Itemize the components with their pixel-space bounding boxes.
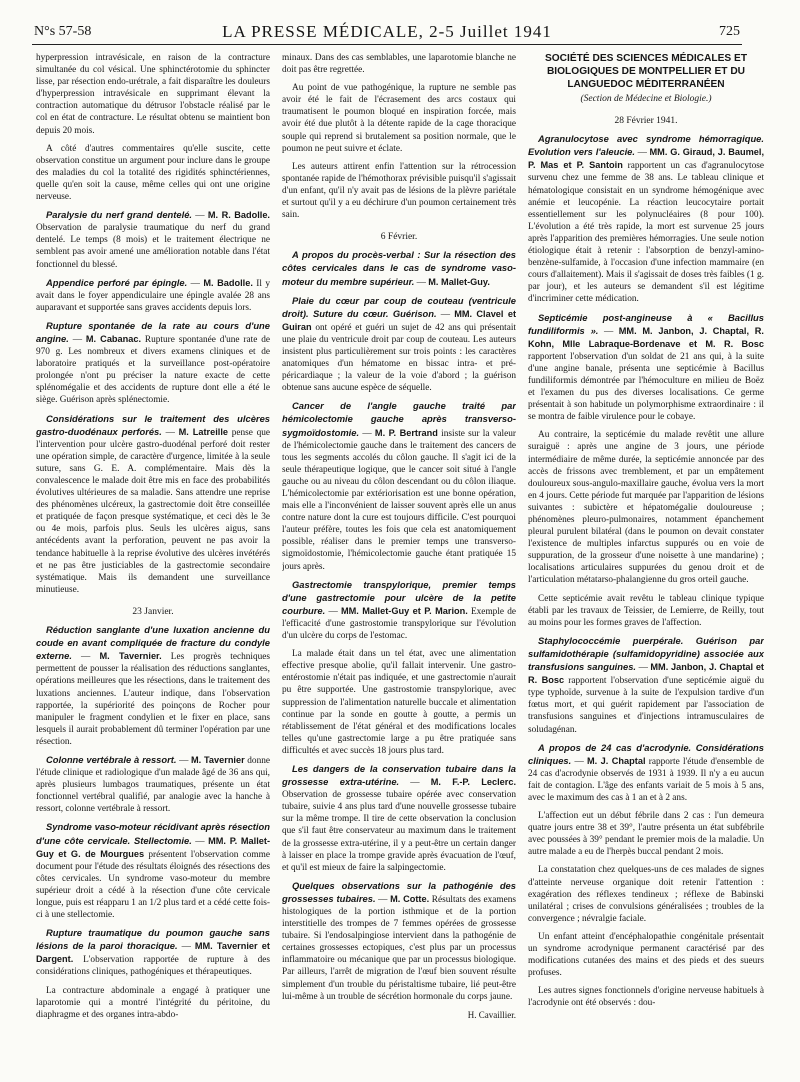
article: Appendice perforé par épingle. — M. Badolle. Il y avait dans le foyer appendiculaire une épingle avalée 28 ans auparavant et supportée sans graves accidents depuis lors. bbox=[36, 276, 270, 313]
article-author: M. Mallet-Guy. bbox=[428, 276, 490, 287]
article-author: MM. Tavernier et Dargent. bbox=[36, 941, 270, 965]
paragraph: A côté d'autres commentaires qu'elle suscite, cette observation constitue un argument pour inclure dans le groupe des maladies du col la totalité des rigidités sphinctériennes, quelle qu'en soit la cause, même celles qui ont une origine nerveuse. bbox=[36, 143, 270, 203]
article-text: Exemple de l'efficacité d'une gastrostomie transpylorique sur l'évolution d'un ulcère du corps de l'estomac. bbox=[282, 606, 516, 642]
article-author: MM. P. Mallet-Guy et G. de Mourgues bbox=[36, 835, 270, 859]
article-title: Plaie du cœur par coup de couteau (ventricule droit). Suture du cœur. Guérison. bbox=[282, 294, 516, 319]
article-author: MM. Janbon, J. Chaptal et R. Bosc bbox=[528, 662, 764, 686]
paragraph: Un enfant atteint d'encéphalopathie congénitale présentait un syndrome acrodynique permanent caractérisé par des modifications cutanées des mains et des pieds et des sueurs profuses. bbox=[528, 931, 764, 979]
article-author: MM. M. Janbon, J. Chaptal, R. Kohn, Mlle Labraque-Bordenave et M. R. Bosc bbox=[528, 325, 764, 349]
article: Plaie du cœur par coup de couteau (ventricule droit). Suture du cœur. Guérison. — MM. Clavel et Guiran ont opéré et guéri un sujet de 42 ans qui présentait une plaie du ventricule droit par coup de couteau. Les auteurs insistent plus particulièrement sur trois points : les caractères anatomiques d'un hématome en bissac intra- et pré-péricardiaque ; la valeur de la voie d'abord ; la guérison obtenue sans aucune espèce de séquelle. bbox=[282, 294, 516, 394]
article-text: Les progrès techniques permettent de pousser la réalisation des réductions sanglantes, opérations meilleures que les résections, dans le traitement des luxations anciennes. L'auteur indique, dans l'observation rapportée, la supériorité des poinçons de Rocher pour manipuler le fragment condylien et le fixer en place, sans lesquels il aurait probablement dû terminer l'opération par une résection. bbox=[36, 652, 270, 747]
paragraph: Les autres signes fonctionnels d'origine nerveuse habituels à l'acrodynie ont été observés : dou- bbox=[528, 986, 764, 1009]
article-title: Les dangers de la conservation tubaire dans la grossesse extra-utérine. bbox=[282, 762, 516, 788]
article-author: M. Tavernier. bbox=[99, 651, 162, 662]
article: Considérations sur le traitement des ulcères gastro-duodénaux perforés. — M. Latreille pense que l'intervention pour ulcère gastro-duodénal perforé doit rester une opération simple, de caractère d'urgence, limitée à la seule suture, sans G. E. A. complémentaire. Mais dès la convalescence le malade doit être mis en face des probabilités évolutives ultérieures de sa maladie. Sans attendre une reprise des phénomènes ulcéreux, la gastrectomie doit être conseillée et pratiquée de façon presque systématique, et ceci dès le 3e ou 4e mois, parfois plus. Seuls les ulcères aigus, sans antécédents avant la perforation, peuvent ne pas avoir la tendance habituelle à la reprise évolutive des ulcères invétérés et ne pas être justiciables de la gastrectomie secondaire systématique. Mais ils demandent une surveillance minutieuse. bbox=[36, 412, 270, 595]
article-title: Agranulocytose avec syndrome hémorragique. Evolution vers l'aleucie. bbox=[528, 133, 764, 158]
paragraph: hyperpression intravésicale, en raison de la contracture simultanée du col vésical. Une sphinctérotomie du sphincter lisse, par résection endo-urétrale, a fait disparaître les douleurs d'hyperpression intravésicale en supprimant élevant la contraction automatique du détrusor l'obstacle réalisé par le col en état de contracture. Le résultat obtenu se maintient bon depuis 20 mois. bbox=[36, 53, 270, 136]
article: Réduction sanglante d'une luxation ancienne du coude en avant compliquée de fracture du condyle externe. — M. Tavernier. Les progrès techniques permettent de pousser la réalisation des réductions sanglantes, opérations meilleures que les résections, dans le traitement des luxations anciennes. L'auteur indique, dans l'observation rapportée, la supériorité des poinçons de Rocher pour manipuler le fragment condylien et le fixer en place, sans lesquels il aurait probablement dû terminer l'opération par une résection. bbox=[36, 624, 270, 747]
article-author: M. P. Bertrand bbox=[374, 427, 438, 438]
article-author: M. Cotte. bbox=[390, 893, 430, 904]
article-text: Observation de paralysie traumatique du nerf du grand dentelé. Le temps (8 mois) et le traitement électrique ne semblent pas avoir amené une amélioration notable dans l'état fonctionnel du blessé. bbox=[36, 223, 270, 270]
paragraph: L'affection eut un début fébrile dans 2 cas : l'un demeura quatre jours entre 38 et 39°, l'autre présenta un état subfébrile avec poussées à 39° pendant le premier mois de la maladie. Un autre malade a eu de l'herpès buccal pendant 2 mois. bbox=[528, 811, 764, 858]
article-text: Rupture spontanée d'une rate de 970 g. Les nombreux et divers examens cliniques et de laboratoire pratiqués et la surveillance post-opératoire prolongée n'ont pu préciser la nature exacte de cette splénomégalie et des accidents de rupture dont elle a été le siège. Guérison après splénectomie. bbox=[36, 334, 270, 406]
article-author: M. Tavernier bbox=[190, 754, 245, 765]
article-text: rapporte l'étude d'ensemble de 24 cas d'acrodynie observés de 1931 à 1939. Il n'y a eu aucun fait de contagion. L'âge des enfants variait de 5 mois à 5 ans, avec le maximum des cas à 1 an et à 2 ans. bbox=[528, 756, 764, 803]
article-title: Colonne vertébrale à ressort. bbox=[46, 753, 177, 765]
article-title: Considérations sur le traitement des ulcères gastro-duodénaux perforés. bbox=[36, 412, 270, 437]
session-date: 6 Février. bbox=[380, 232, 418, 243]
article: Cancer de l'angle gauche traité par hémicolectomie gauche après transverso-sygmoïdostomie. — M. P. Bertrand insiste sur la valeur de l'hémicolectomie gauche dans le traitement des cancers de tous les segments accolés du côlon gauche. Il s'agit ici de la seule thérapeutique logique, que le cancer soit situé à l'angle gauche ou au niveau du côlon descendant ou du côlon iliaque. L'hémicolectomie par extériorisation est une bonne opération, mais elle a l'inconvénient de laisser souvent après elle un anus contre nature dont la cure est toujours difficile. C'est pourquoi l'auteur préfère, toutes les fois que cela est anatomiquement possible, réaliser dans le premier temps une transverso-sigmoïdostomie, l'hémicolectomie gauche étant pratiquée 15 jours après. bbox=[282, 400, 516, 572]
article-text: L'observation rapportée de rupture à des considérations cliniques, pathogéniques et thérapeutiques. bbox=[36, 955, 270, 978]
article: Septicémie post-angineuse à « Bacillus fundiliformis ». — MM. M. Janbon, J. Chaptal, R. Kohn, Mlle Labraque-Bordenave et M. R. Bosc rapportent l'observation d'un soldat de 21 ans qui, à la suite d'une angine banale, présenta une septicémie à Bacillus fundiliformis démontrée par l'hémoculture en milieu de Boëz et l'examen du pus des diverses localisations. Ce germe présentait à son habitude un polymorphisme extraordinaire : il se montra de faible virulence pour le cobaye. bbox=[528, 311, 764, 423]
article-text: insiste sur la valeur de l'hémicolectomie gauche dans le traitement des cancers de tous les segments accolés du côlon gauche. Il s'agit ici de la seule thérapeutique logique, que le cancer soit situé à l'angle gauche ou au niveau du côlon descendant ou du côlon iliaque. L'hémicolectomie par extériorisation est une bonne opération, mais elle a l'inconvénient de laisser souvent après elle un anus contre nature dont la cure est toujours difficile. C'est pourquoi l'auteur préfère, toutes les fois que cela est anatomiquement possible, réaliser dans le premier temps une transverso-sigmoïdostomie, l'hémicolectomie gauche étant pratiquée 15 jours après. bbox=[282, 428, 516, 572]
article-author: M. F.-P. Leclerc. bbox=[430, 777, 516, 788]
article-title: Syndrome vaso-moteur récidivant après résection d'une côte cervicale. Stellectomie. bbox=[36, 821, 270, 846]
article-title: Rupture spontanée de la rate au cours d'une angine. bbox=[36, 319, 270, 344]
article: Colonne vertébrale à ressort. — M. Tavernier donne l'étude clinique et radiologique d'un malade âgé de 36 ans qui, après plusieurs lumbagos traumatiques, présente un état fonctionnel vertébral qualifié, par analogie avec la hanche à ressort, colonne vertébrale à ressort. bbox=[36, 753, 270, 815]
page-number: 725 bbox=[719, 24, 740, 39]
column-3 bbox=[528, 52, 764, 1072]
paragraph: La constatation chez quelques-uns de ces malades de signes d'atteinte nerveuse organique doit retenir l'attention : exagération des réflexes tendineux ; réflexe de Babinski unilatéral ; crises de convulsions généralisées ; troubles de la convergence ; névralgie faciale. bbox=[528, 865, 764, 924]
running-header bbox=[34, 22, 740, 42]
article-author: MM. G. Giraud, J. Baumel, P. Mas et P. Santoin bbox=[528, 147, 764, 171]
article-title: Rupture traumatique du poumon gauche sans lésions de la paroi thoracique. bbox=[36, 927, 270, 952]
article-text: pense que l'intervention pour ulcère gastro-duodénal perforé doit rester une opération simple, de caractère d'urgence, limitée à la seule suture, sans G. E. A. complémentaire. Mais dès la convalescence le malade doit être mis en face des probabilités évolutives ultérieures de sa maladie. Sans attendre une reprise des phénomènes ulcéreux, la gastrectomie doit être conseillée et pratiquée de façon presque systématique, et ceci dès le 3e ou 4e mois, parfois plus. Seuls les ulcères aigus, sans antécédents avant la perforation, peuvent ne pas avoir la tendance habituelle à la reprise évolutive des ulcères invétérés et ne pas être justiciables de la gastrectomie secondaire systématique. Mais ils demandent une surveillance minutieuse. bbox=[36, 427, 270, 595]
column-2 bbox=[282, 52, 516, 1072]
column-1 bbox=[36, 52, 270, 1072]
article: Staphylococcémie puerpérale. Guérison par sulfamidothérapie (sulfamidopyridine) associée aux transfusions sanguines. — MM. Janbon, J. Chaptal et R. Bosc rapportent l'observation d'une septicémie aiguë du type typhoïde, survenue à la suite de l'expulsion tardive d'un fœtus mort, et qui guérit rapidement par l'association de transfusions sanguines et d'injections intramusculaires de soludagénan. bbox=[528, 634, 764, 735]
paragraph: minaux. Dans des cas semblables, une laparotomie blanche ne doit pas être regrettée. bbox=[282, 53, 516, 76]
article: Rupture spontanée de la rate au cours d'une angine. — M. Cabanac. Rupture spontanée d'une rate de 970 g. Les nombreux et divers examens cliniques et de laboratoire pratiqués et la surveillance post-opératoire prolongée n'ont pu préciser la nature exacte de cette splénomégalie et des accidents de rupture dont elle a été le siège. Guérison après splénectomie. bbox=[36, 319, 270, 406]
article-author: M. J. Chaptal bbox=[587, 755, 646, 766]
session-date: 28 Février 1941. bbox=[614, 116, 678, 127]
society-heading: SOCIÉTÉ DES SCIENCES MÉDICALES ET BIOLOGIQUES DE MONTPELLIER ET DU LANGUEDOC MÉDITERRANÉEN bbox=[544, 53, 748, 90]
article-text: rapportent l'observation d'un soldat de 21 ans qui, à la suite d'une angine banale, présenta une septicémie à Bacillus fundiliformis démontrée par l'hémoculture en milieu de Boëz et l'examen du pus des diverses localisations. Ce germe présentait à son habitude un polymorphisme extraordinaire : il se montra de faible virulence pour le cobaye. bbox=[528, 351, 764, 423]
article-text: Observation de grossesse tubaire opérée avec conservation tubaire, suivie 4 ans plus tard d'une nouvelle grossesse tubaire sur la même trompe. Il tire de cette observation la conclusion que s'il faut être conservateur au maximum dans le traitement de la grossesse extra-utérine, il y a peut-être un certain danger à laisser en place la trompe gravide après évacuation de l'œuf, et qu'il est mieux de faire la salpingectomie. bbox=[282, 790, 516, 873]
paragraph: Cette septicémie avait revêtu le tableau clinique typique établi par les travaux de Teissier, de Lemierre, de Reilly, tout au moins pour les formes graves de l'affection. bbox=[528, 593, 764, 628]
article: Quelques observations sur la pathogénie des grossesses tubaires. — M. Cotte. Résultats des examens histologiques de la portion isthmique et de la portion interstitielle des trompes de 7 femmes opérées de grossesse tubaire. Si l'endosalpingiose intervient dans la pathogénie de certaines grossesses ectopiques, c'est plus par un processus inflammatoire ou mécanique que par un processus biologique. Par ailleurs, l'arrêt de migration de l'œuf bien souvent résulte simplement d'un trouble du péristaltisme tubaire, lié peut-être lui-même à un trouble de sécrétion hormonale du corps jaune. bbox=[282, 879, 516, 1002]
article-text: donne l'étude clinique et radiologique d'un malade âgé de 36 ans qui, après plusieurs lumbagos traumatiques, présente un état fonctionnel vertébral qualifié, par analogie avec la hanche à ressort, colonne vertébrale à ressort. bbox=[36, 755, 270, 815]
article-author: MM. Mallet-Guy et P. Marion. bbox=[340, 605, 468, 616]
session-date: 23 Janvier. bbox=[132, 606, 174, 617]
article-title: Appendice perforé par épingle. bbox=[46, 276, 188, 288]
society-subheading: (Section de Médecine et Biologie.) bbox=[580, 94, 712, 104]
article-text: rapportent l'observation d'une septicémie aiguë du type typhoïde, survenue à la suite de l'expulsion tardive d'un fœtus mort, et qui guérit rapidement par l'association de transfusions sanguines et d'injections intramusculaires de soludagénan. bbox=[528, 676, 764, 735]
journal-title: LA PRESSE MÉDICALE, 2-5 Juillet 1941 bbox=[222, 22, 552, 41]
article: A propos du procès-verbal : Sur la résection des côtes cervicales dans le cas de syndrome vaso-moteur du membre supérieur. — M. Mallet-Guy. bbox=[282, 249, 516, 288]
article-text: ont opéré et guéri un sujet de 42 ans qui présentait une plaie du ventricule droit par coup de couteau. Les auteurs insistent plus particulièrement sur trois points : les caractères anatomiques d'un hématome en bissac intra- et pré-péricardiaque ; la valeur de la voie d'abord ; la guérison obtenue sans aucune espèce de séquelle. bbox=[282, 322, 516, 394]
article-text: Il y avait dans le foyer appendiculaire une épingle avalée 28 ans auparavant et supportée sans graves accidents depuis lors. bbox=[36, 278, 270, 313]
article: Rupture traumatique du poumon gauche sans lésions de la paroi thoracique. — MM. Tavernier et Dargent. L'observation rapportée de rupture à des considérations cliniques, pathogéniques et thérapeutiques. bbox=[36, 927, 270, 978]
paragraph: La malade était dans un tel état, avec une alimentation effective presque abolie, qu'il fallait intervenir. Une gastro-entérostomie n'était pas indiquée, et une gastrectomie n'aurait pu être supportée. Une gastrostomie transpylorique, avec suppression de l'alimentation naturelle buccale et alimentation continue par la sonde en goutte à goutte, a permis un rétablissement de l'état général et des modifications locales telles qu'une gastrectomie large a pu être pratiquée sans difficultés et avec succès 18 jours plus tard. bbox=[282, 649, 516, 756]
article: Agranulocytose avec syndrome hémorragique. Evolution vers l'aleucie. — MM. G. Giraud, J. Baumel, P. Mas et P. Santoin rapportent un cas d'agranulocytose survenu chez une femme de 38 ans. Le tableau clinique et hématologique consistait en un syndrome hémogénique avec anémie et leucopénie. La réaction leucocytaire portait essentiellement sur les polynucléaires (8 pour 100). L'évolution a été très rapide, la mort est survenue 25 jours après l'apparition des premières hémorragies. Une seule notion étiologique était à retenir : l'absorption de benzyl-amino-benzène-sulfamide, à l'occasion d'une infection mammaire (en cours d'allaitement). Mais il s'agissait de doses très faibles (1 g. par jour), et les auteurs se demandent s'il est légitime d'incriminer cette médication. bbox=[528, 133, 764, 305]
paragraph: La contracture abdominale a engagé à pratiquer une laparotomie qui a montré l'intégrité du péritoine, du diaphragme et des organes intra-abdo- bbox=[36, 985, 270, 1020]
article-author: M. R. Badolle. bbox=[207, 210, 270, 221]
article-title: A propos de 24 cas d'acrodynie. Considérations cliniques. bbox=[528, 741, 764, 766]
article: Syndrome vaso-moteur récidivant après résection d'une côte cervicale. Stellectomie. — MM. P. Mallet-Guy et G. de Mourgues présentent l'observation comme document pour l'étude des résultats éloignés des résections des côtes cervicales. Un syndrome vaso-moteur du membre supérieur droit a cédé à la résection d'une côte cervicale longue, puis est réapparu 1 an 1/2 plus tard et a cédé cette fois-ci à une stellectomie. bbox=[36, 821, 270, 921]
article-title: A propos du procès-verbal : Sur la résection des côtes cervicales dans le cas de syndrome vaso-moteur du membre supérieur. bbox=[282, 249, 516, 287]
article-title: Staphylococcémie puerpérale. Guérison par sulfamidothérapie (sulfamidopyridine) associée aux transfusions sanguines. bbox=[528, 634, 764, 673]
article-text: Résultats des examens histologiques de la portion isthmique et de la portion interstitielle des trompes de 7 femmes opérées de grossesse tubaire. Si l'endosalpingiose intervient dans la pathogénie de certaines grossesses ectopiques, c'est plus par un processus inflammatoire ou mécanique que par un processus biologique. Par ailleurs, l'arrêt de migration de l'œuf bien souvent résulte simplement d'un trouble du péristaltisme tubaire, lié peut-être lui-même à un trouble de sécrétion hormonale du corps jaune. bbox=[282, 894, 516, 1002]
article-author: M. Badolle. bbox=[203, 277, 253, 288]
paragraph: Au contraire, la septicémie du malade revêtit une allure suraiguë : après une angine de 3 jours, une période intermédiaire de même durée, la septicémie annoncée par des accès de frissons avec tremblement, et par un empâtement douloureux sous-angulo-maxillaire gauche, évolua vers la mort en 4 jours. Cette période fut marquée par l'apparition de lésions suivantes : subictère et hépatomégalie douloureuse ; phénomènes pleuro-pulmonaires, notamment épanchement pleural purulent bilatéral (dans le poumon on devait constater l'existence de multiples infarctus suppurés ou en voie de suppuration, de la grosseur d'une noisette à une mandarine) ; localisations articulaires suppurées du genou droit et de l'articulation métatarso-phalangienne du gros orteil gauche. bbox=[528, 430, 764, 586]
article-title: Gastrectomie transpylorique, premier temps d'une gastrectomie pour ulcère de la petite courbure. bbox=[282, 578, 516, 616]
article: Paralysie du nerf grand dentelé. — M. R. Badolle. Observation de paralysie traumatique du nerf du grand dentelé. Le temps (8 mois) et le traitement électrique ne semblent pas avoir amené une amélioration notable dans l'état fonctionnel du blessé. bbox=[36, 209, 270, 270]
article-text: rapportent un cas d'agranulocytose survenu chez une femme de 38 ans. Le tableau clinique et hématologique consistait en un syndrome hémogénique avec anémie et leucopénie. La réaction leucocytaire portait essentiellement sur les polynucléaires (8 pour 100). L'évolution a été très rapide, la mort est survenue 25 jours après l'apparition des premières hémorragies. Une seule notion étiologique était à retenir : l'absorption de benzyl-amino-benzène-sulfamide, à l'occasion d'une infection mammaire (en cours d'allaitement). Mais il s'agissait de doses très faibles (1 g. par jour), et les auteurs se demandent s'il est légitime d'incriminer cette médication. bbox=[528, 161, 764, 305]
article-title: Quelques observations sur la pathogénie des grossesses tubaires. bbox=[282, 879, 516, 904]
article-title: Réduction sanglante d'une luxation ancienne du coude en avant compliquée de fracture du condyle externe. bbox=[36, 624, 270, 662]
article: Les dangers de la conservation tubaire dans la grossesse extra-utérine. — M. F.-P. Leclerc. Observation de grossesse tubaire opérée avec conservation tubaire, suivie 4 ans plus tard d'une nouvelle grossesse tubaire sur la même trompe. Il tire de cette observation la conclusion que s'il faut être conservateur au maximum dans le traitement de la grossesse extra-utérine, il y a peut-être un certain danger à laisser en place la trompe gravide après évacuation de l'œuf, et qu'il est mieux de faire la salpingectomie. bbox=[282, 762, 516, 873]
article: A propos de 24 cas d'acrodynie. Considérations cliniques. — M. J. Chaptal rapporte l'étude d'ensemble de 24 cas d'acrodynie observés de 1931 à 1939. Il n'y a eu aucun fait de contagion. L'âge des enfants variait de 5 mois à 5 ans, avec le maximum des cas à 1 an et à 2 ans. bbox=[528, 741, 764, 803]
paragraph: Au point de vue pathogénique, la rupture ne semble pas avoir été le fait de l'écrasement des arcs costaux qui traumatisent le poumon bloqué en inspiration forcée, mais avoir été due plutôt à la détente rapide de la cage thoracique souple qui reprend si brutalement sa position normale, que le poumon ne peut suivre et éclate. bbox=[282, 83, 516, 154]
header-rule bbox=[32, 44, 742, 45]
article-title: Cancer de l'angle gauche traité par hémicolectomie gauche après transverso-sygmoïdostomie. bbox=[282, 400, 516, 438]
article-text: présentent l'observation comme document pour l'étude des résultats éloignés des résections des côtes cervicales. Un syndrome vaso-moteur du membre supérieur droit a cédé à la résection d'une côte cervicale longue, puis est réapparu 1 an 1/2 plus tard et a cédé cette fois-ci à une stellectomie. bbox=[36, 849, 270, 921]
article-author: M. Cabanac. bbox=[85, 333, 142, 344]
paragraph: Les auteurs attirent enfin l'attention sur la rétrocession spontanée rapide de l'hémothorax prévisible puisqu'il s'agissait d'un enfant, qu'il n'y avait pas de lésions de la plèvre pariétale et surtout qu'il y a eu déchirure d'un poumon certainement très sain. bbox=[282, 161, 516, 221]
issue-number: N°s 57-58 bbox=[34, 24, 92, 39]
article: Gastrectomie transpylorique, premier temps d'une gastrectomie pour ulcère de la petite courbure. — MM. Mallet-Guy et P. Marion. Exemple de l'efficacité d'une gastrostomie transpylorique sur l'évolution d'un ulcère du corps de l'estomac. bbox=[282, 578, 516, 642]
article-author: MM. Clavel et Guiran bbox=[282, 308, 516, 332]
article-title: Septicémie post-angineuse à « Bacillus fundiliformis ». bbox=[528, 311, 764, 336]
article-title: Paralysie du nerf grand dentelé. bbox=[46, 209, 193, 221]
signature: H. Cavaillier. bbox=[467, 1009, 516, 1020]
article-author: M. Latreille bbox=[178, 426, 228, 437]
